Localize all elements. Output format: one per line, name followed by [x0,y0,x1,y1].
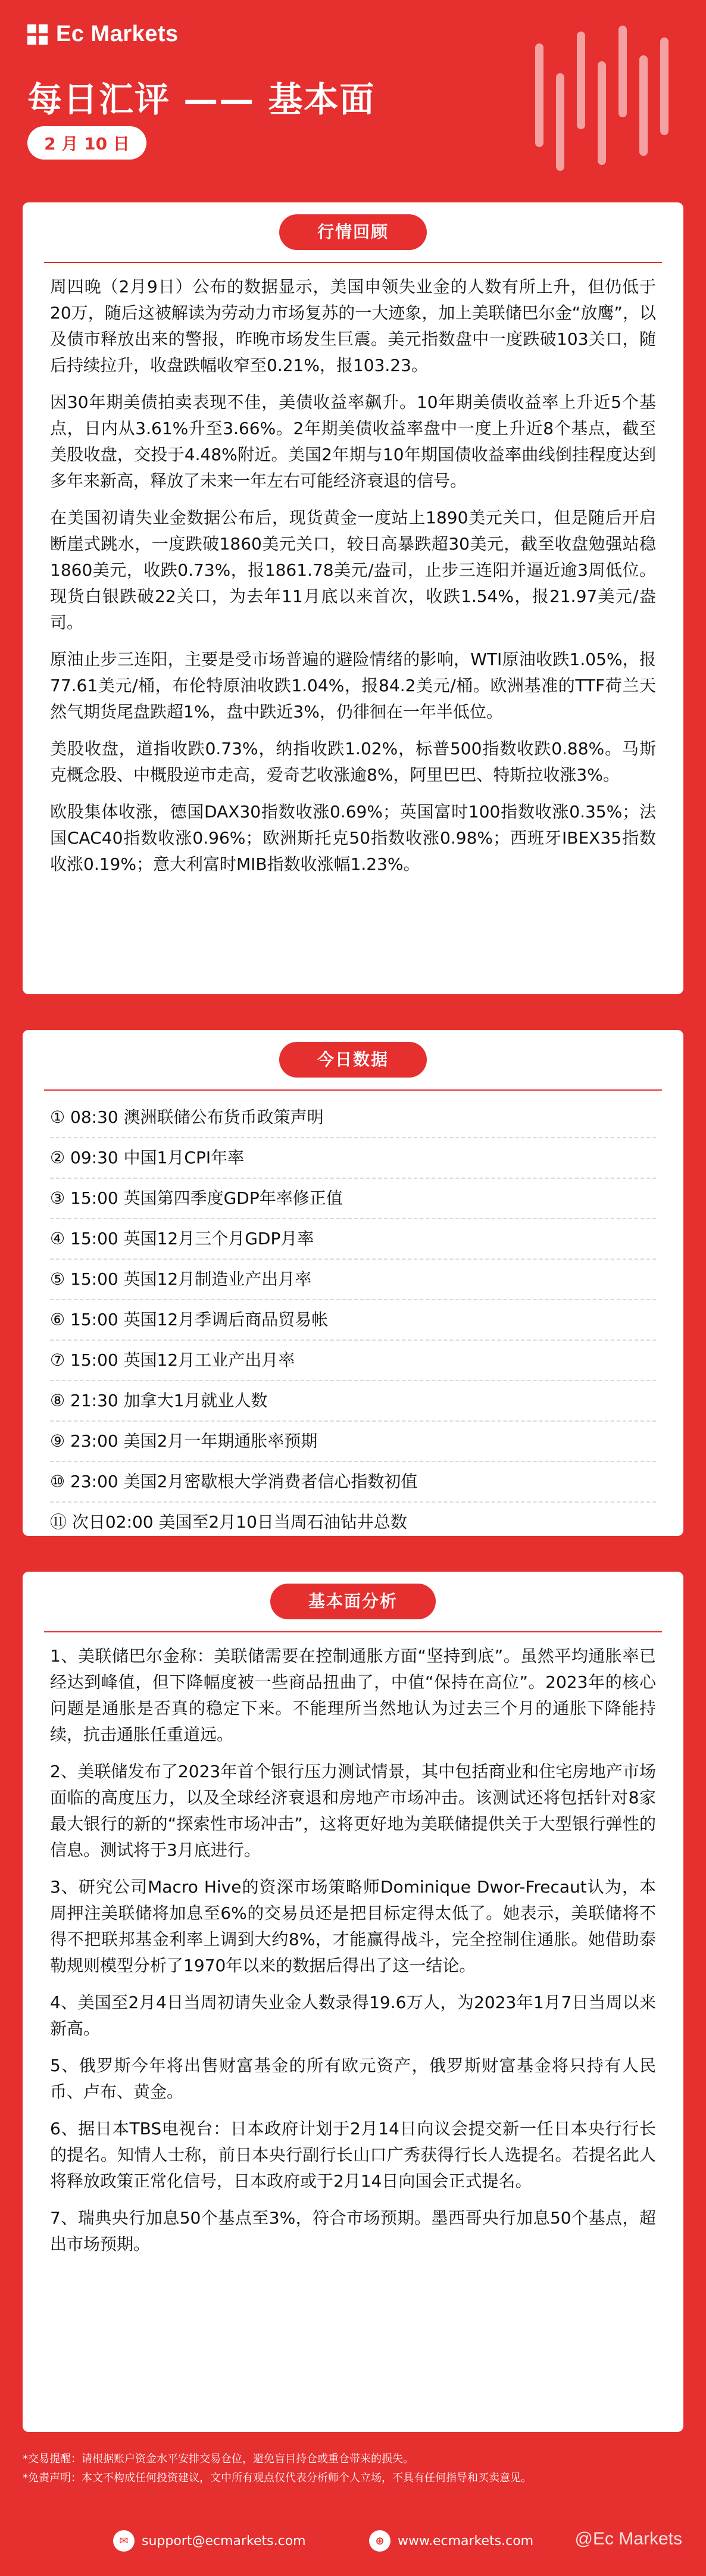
list-item: ⑦ 15:00 英国12月工业产出月率 [50,1341,656,1381]
paragraph: 3、研究公司Macro Hive的资深市场策略师Dominique Dwor-Frecaut认为，本周押注美联储将加息至6%的交易员还是把目标定得太低了。她表示，美联储将不得不把联邦基金利率上调到大约8%，才能赢得战斗，完全控制住通胀。她借助泰勒规则模型分析了1970年以来的数据后得出了这一结论。 [50,1877,656,1975]
card-body [23,1089,683,1536]
footer-website[interactable] [369,2530,533,2552]
paragraph: 1、美联储巴尔金称：美联储需要在控制通胀方面“坚持到底”。虽然平均通胀率已经达到峰值，但下降幅度被一些商品扭曲了，中值“保持在高位”。2023年的核心问题是通胀是否真的稳定下来。不能理所当然地认为过去三个月的通胀下降能持续，抗击通胀任重道远。 [50,1646,656,1744]
list-item: ② 09:30 中国1月CPI年率 [50,1138,656,1179]
card-body [23,262,683,894]
list-item: ③ 15:00 英国第四季度GDP年率修正值 [50,1179,656,1219]
divider [44,262,662,263]
divider [44,1631,662,1632]
trade-reminder: *交易提醒：请根据账户资金水平安排交易仓位，避免盲目持仓或重仓带来的损失。 [23,2453,414,2465]
footer [0,2518,706,2576]
list-item: ⑤ 15:00 英国12月制造业产出月率 [50,1260,656,1300]
list-item: ⑧ 21:30 加拿大1月就业人数 [50,1381,656,1422]
fundamental-analysis-card [23,1572,683,2432]
watermark: @Ec Markets [574,2529,682,2549]
brand-bars-graphic [527,24,682,173]
brand-logo [27,21,179,47]
paragraph: 5、俄罗斯今年将出售财富基金的所有欧元资产，俄罗斯财富基金将只持有人民币、卢布、黄金。 [50,2056,656,2102]
paragraph: 美股收盘，道指收跌0.73%，纳指收跌1.02%，标普500指数收跌0.88%。马斯克概念股、中概股逆市走高，爱奇艺收涨逾8%，阿里巴巴、特斯拉收涨3%。 [50,739,656,785]
paragraph: 周四晚（2月9日）公布的数据显示，美国申领失业金的人数有所上升，但仍低于20万，随后这被解读为劳动力市场复苏的一大迹象，加上美联储巴尔金“放鹰”，以及债市释放出来的警报，昨晚市场发生巨震。美元指数盘中一度跌破103关口，随后持续拉升，收盘跌幅收窄至0.21%，报103.23。 [50,277,656,375]
card-header [23,1030,683,1089]
list-item: ⑩ 23:00 美国2月密歇根大学消费者信心指数初值 [50,1462,656,1503]
date-badge: 2 月 10 日 [27,126,146,160]
card-header [23,202,683,262]
email-icon: ✉ [113,2530,135,2552]
card-title: 行情回顾 [279,214,427,250]
paragraph: 4、美国至2月4日当周初请失业金人数录得19.6万人，为2023年1月7日当周以来新高。 [50,1993,656,2038]
card-body [23,1631,683,2274]
divider [44,1089,662,1091]
legal-disclaimer: *免责声明：本文不构成任何投资建议，文中所有观点仅代表分析师个人立场，不具有任何指导和买卖意见。 [23,2472,532,2484]
today-data-card [23,1030,683,1536]
paragraph: 欧股集体收涨，德国DAX30指数收涨0.69%；英国富时100指数收涨0.35%；法国CAC40指数收涨0.96%；欧洲斯托克50指数收涨0.98%；西班牙IBEX35指数收涨0.19%；意大利富时MIB指数收涨幅1.23%。 [50,802,656,874]
list-item: ⑥ 15:00 英国12月季调后商品贸易帐 [50,1300,656,1341]
email-link[interactable]: support@ecmarkets.com [142,2533,306,2549]
paragraph: 因30年期美债拍卖表现不佳，美债收益率飙升。10年期美债收益率上升近5个基点，日内从3.61%升至3.66%。2年期美债收益率盘中一度上升近8个基点，截至美股收盘，交投于4.48%附近。美国2年期与10年期国债收益率曲线倒挂程度达到多年来新高，释放了未来一年左右可能经济衰退的信号。 [50,392,656,491]
list-item: ⑨ 23:00 美国2月一年期通胀率预期 [50,1422,656,1462]
globe-icon: ⊕ [369,2530,391,2552]
list-item: ① 08:30 澳洲联储公布货币政策声明 [50,1098,656,1138]
list-item: ⑪ 次日02:00 美国至2月10日当周石油钻井总数 [50,1512,407,1532]
paragraph: 7、瑞典央行加息50个基点至3%，符合市场预期。墨西哥央行加息50个基点，超出市场预期。 [50,2208,656,2254]
market-review-card [23,202,683,994]
paragraph: 6、据日本TBS电视台：日本政府计划于2月14日向议会提交新一任日本央行行长的提名。知情人士称，前日本央行副行长山口广秀获得行长人选提名。若提名此人将释放政策正常化信号，日本政府或于2月14日向国会正式提名。 [50,2119,656,2191]
page-title: 每日汇评 —— 基本面 [27,79,376,120]
paragraph: 原油止步三连阳，主要是受市场普遍的避险情绪的影响，WTI原油收跌1.05%，报77.61美元/桶，布伦特原油收跌1.04%，报84.2美元/桶。欧洲基准的TTF荷兰天然气期货尾盘跌超1%，盘中跌近3%，仍徘徊在一年半低位。 [50,650,656,722]
header [0,0,706,179]
logo-text: Ec Markets [56,21,179,46]
website-link[interactable]: www.ecmarkets.com [398,2533,534,2549]
card-title: 基本面分析 [270,1584,436,1619]
list-item: ④ 15:00 英国12月三个月GDP月率 [50,1219,656,1260]
paragraph: 在美国初请失业金数据公布后，现货黄金一度站上1890美元关口，但是随后开启断崖式跳水，一度跌破1860美元关口，较日高暴跌超30美元，截至收盘勉强站稳1860美元，收跌0.73%，报1861.78美元/盎司，止步三连阳并逼近逾3周低位。现货白银跌破22关口，为去年11月底以来首次，收跌1.54%，报21.97美元/盎司。 [50,508,656,632]
footer-email[interactable] [113,2530,306,2552]
paragraph: 2、美联储发布了2023年首个银行压力测试情景，其中包括商业和住宅房地产市场面临的高度压力，以及全球经济衰退和房地产市场冲击。该测试还将包括针对8家最大银行的新的“探索性市场冲击”，这将更好地为美联储提供关于大型银行弹性的信息。测试将于3月底进行。 [50,1762,656,1860]
disclaimer [23,2450,683,2488]
logo-grid-icon [27,24,48,45]
card-title: 今日数据 [279,1042,427,1078]
card-header [23,1572,683,1631]
